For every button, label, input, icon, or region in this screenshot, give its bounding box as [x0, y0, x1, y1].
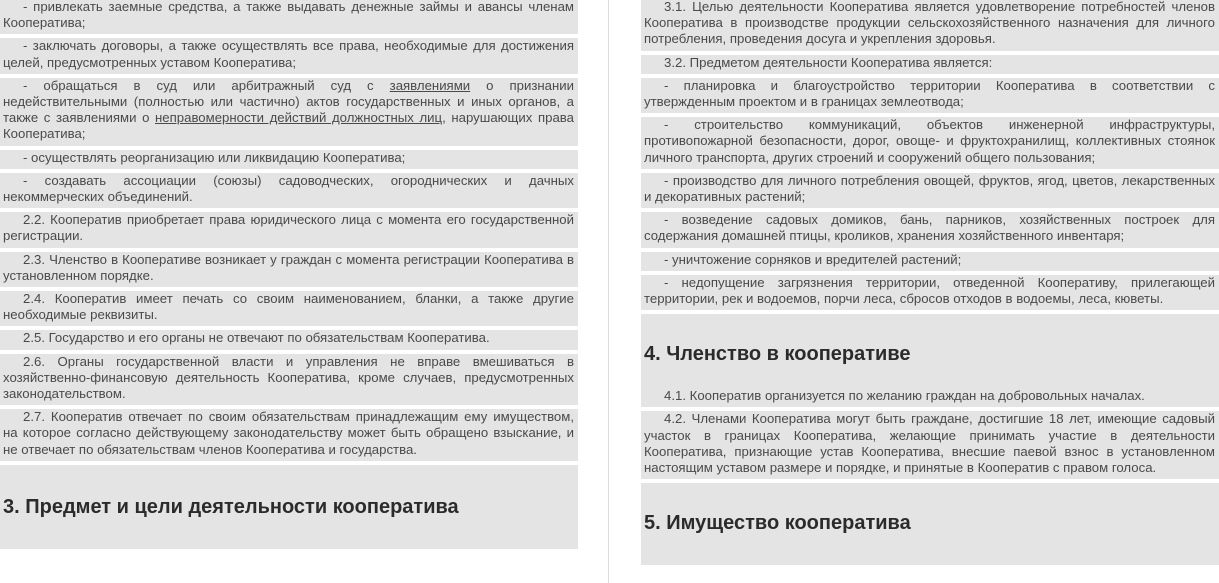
paragraph: - строительство коммуникаций, объектов инженерной инфраструктуры, противопожарной безопасности, дорог, овоще- и фруктохранилищ, коллективных стоянок личного транспорта, других строений и сооружений общего пользования; — [641, 117, 1219, 169]
paragraph: 2.7. Кооператив отвечает по своим обязательствам принадлежащим ему имуществом, на которое согласно действующему законодательству может быть обращено взыскание, и не отвечает по обязательствам членов Кооператива и государства. — [0, 409, 578, 461]
paragraph: - планировка и благоустройство территории Кооператива в соответствии с утвержденным проектом и в границах землеотвода; — [641, 78, 1219, 113]
right-column — [641, 0, 1219, 565]
spacer — [641, 535, 1219, 565]
left-column — [0, 0, 578, 549]
unlawful-actions-link[interactable]: неправомерности действий должностных лиц — [155, 110, 443, 126]
paragraph: 4.2. Членами Кооператива могут быть граждане, достигшие 18 лет, имеющие садовый участок в границах Кооператива, желающие принимать участие в деятельности Кооператива, признающие устав Кооператива, внесшие паевой взнос в установленном настоящим уставом размере и порядке, и принятые в Кооператив с правом голоса. — [641, 411, 1219, 479]
paragraph: 3.1. Целью деятельности Кооператива является удовлетворение потребностей членов Кооператива в производстве продукции сельскохозяйственного назначения для личного потребления, проведения досуга и укрепления здоровья. — [641, 0, 1219, 51]
spacer — [641, 366, 1219, 388]
section-5-heading: 5. Имущество кооператива — [641, 511, 1219, 535]
paragraph: - возведение садовых домиков, бань, парников, хозяйственных построек для содержания домашней птицы, кроликов, хранения хозяйственного инвентаря; — [641, 212, 1219, 247]
paragraph: - уничтожение сорняков и вредителей растений; — [641, 252, 1219, 271]
spacer — [0, 465, 578, 495]
text-span: , нарушающих права Кооператива; — [3, 110, 574, 142]
paragraph: 2.6. Органы государственной власти и управления не вправе вмешиваться в хозяйственно-финансовую деятельность Кооператива, кроме случаев, предусмотренных законодательством. — [0, 354, 578, 406]
column-divider — [608, 0, 609, 583]
paragraph: 2.3. Членство в Кооперативе возникает у граждан с момента регистрации Кооператива в установленном порядке. — [0, 252, 578, 287]
section-4-heading: 4. Членство в кооперативе — [641, 342, 1219, 366]
section-3-heading: 3. Предмет и цели деятельности кооператива — [0, 495, 578, 519]
spacer — [641, 314, 1219, 342]
paragraph: - заключать договоры, а также осуществлять все права, необходимые для достижения целей, предусмотренных уставом Кооператива; — [0, 38, 578, 73]
text-span: о признании недействительными (полностью или частично) актов государственных и иных органов, а также с заявлениями о — [3, 77, 574, 126]
paragraph: 4.1. Кооператив организуется по желанию граждан на добровольных началах. — [641, 388, 1219, 407]
paragraph-court — [0, 78, 578, 146]
paragraph: - создавать ассоциации (союзы) садоводческих, огороднических и дачных некоммерческих объединений. — [0, 173, 578, 208]
paragraph: - производство для личного потребления овощей, фруктов, ягод, цветов, лекарственных и декоративных растений; — [641, 173, 1219, 208]
paragraph: - привлекать заемные средства, а также выдавать денежные займы и авансы членам Кооператива; — [0, 0, 578, 34]
paragraph: 2.4. Кооператив имеет печать со своим наименованием, бланки, а также другие необходимые реквизиты. — [0, 291, 578, 326]
paragraph: 3.2. Предметом деятельности Кооператива является: — [641, 55, 1219, 74]
paragraph: - недопущение загрязнения территории, отведенной Кооперативу, прилегающей территории, рек и водоемов, порчи леса, сбросов отходов в водоемы, леса, кюветы. — [641, 275, 1219, 310]
paragraph: - осуществлять реорганизацию или ликвидацию Кооператива; — [0, 150, 578, 169]
text-span: - обращаться в суд или арбитражный суд с — [23, 77, 390, 93]
spacer — [0, 519, 578, 549]
paragraph: 2.2. Кооператив приобретает права юридического лица с момента его государственной регистрации. — [0, 212, 578, 247]
statements-link[interactable]: заявлениями — [389, 77, 471, 93]
spacer — [641, 483, 1219, 511]
paragraph: 2.5. Государство и его органы не отвечают по обязательствам Кооператива. — [0, 330, 578, 349]
